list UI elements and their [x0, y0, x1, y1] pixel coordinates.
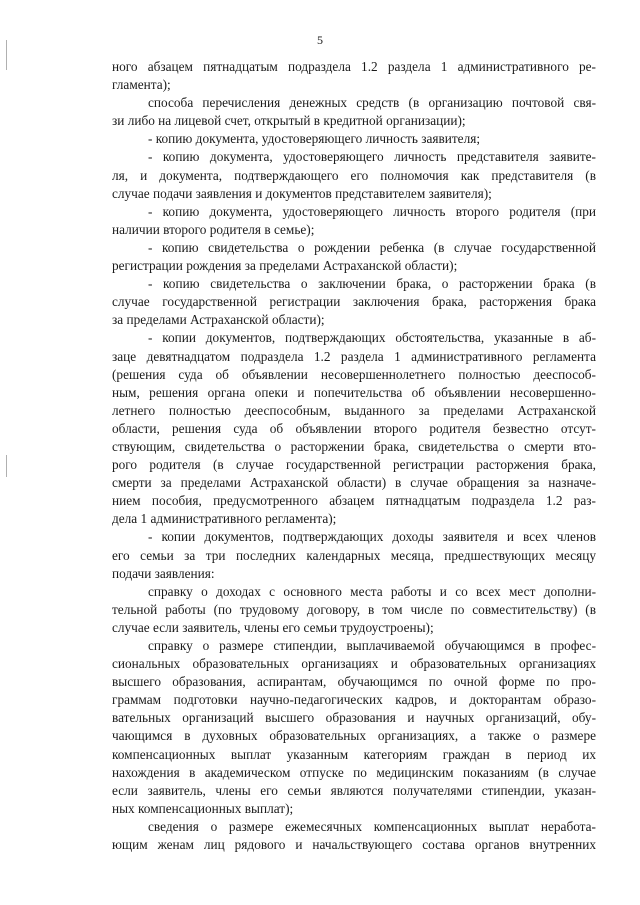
text-line: - копии документов, подтверждающих обстоятельства, указанные в аб- — [148, 330, 596, 346]
text-line: - копию документа, удостоверяющего личность представителя заявите- — [148, 149, 596, 165]
document-body — [112, 58, 596, 854]
scan-edge-mark — [6, 455, 7, 477]
page-number: 5 — [317, 33, 323, 47]
text-line: тельной работы (по трудовому договору, в том числе по совместительству) (в — [112, 601, 596, 617]
text-line: дела 1 административного регламента); — [112, 511, 337, 527]
text-line: - копию документа, удостоверяющего личность второго родителя (при — [148, 203, 596, 219]
text-line: компенсационных выплат указанным категориям граждан в период их — [112, 746, 596, 762]
text-line: заце девятнадцатом подраздела 1.2 раздела 1 административного регламента — [112, 348, 596, 364]
text-line: граммам подготовки научно-педагогических кадров, и докторантам образо- — [112, 692, 596, 708]
text-line: - копию документа, удостоверяющего личность заявителя; — [148, 131, 481, 147]
text-line: случае если заявитель, члены его семьи трудоустроены); — [112, 619, 434, 635]
text-line: - копию свидетельства о рождении ребенка (в случае государственной — [148, 239, 596, 255]
text-line: ля, и документа, подтверждающего его полномочия как представителя (в — [112, 167, 596, 183]
text-line: нахождения в академическом отпуске по медицинским показаниям (в случае — [112, 764, 596, 780]
text-line: высшего образования, аспирантам, обучающимся по очной форме по про- — [112, 674, 596, 690]
text-line: чающимся в духовных образовательных организациях, а также о размере — [112, 728, 596, 744]
text-line: ным, решения органа опеки и попечительства об объявлении несовершенно- — [112, 384, 596, 400]
text-line: смерти за пределами Астраханской области) в случае обращения за назначе- — [112, 475, 596, 491]
text-line: области, решения суда об объявлении второго родителя безвестно отсут- — [112, 420, 596, 436]
text-line: гламента); — [112, 77, 171, 93]
text-line: наличии второго родителя в семье); — [112, 221, 315, 237]
text-line: подачи заявления: — [112, 565, 215, 581]
text-line: способа перечисления денежных средств (в организацию почтовой свя- — [148, 95, 596, 111]
text-line: (решения суда об объявлении несовершеннолетнего полностью дееспособ- — [112, 366, 596, 382]
text-line: летнего полностью дееспособным, выданного за пределами Астраханской — [112, 402, 596, 418]
text-line: ных компенсационных выплат); — [112, 800, 294, 816]
text-line: ного абзацем пятнадцатым подраздела 1.2 раздела 1 административного ре- — [112, 59, 596, 74]
text-line: зи либо на лицевой счет, открытый в кредитной организации); — [112, 113, 466, 129]
text-line: - копии документов, подтверждающих доходы заявителя и всех членов — [148, 529, 596, 545]
text-line: вательных организаций высшего образования и научных организаций, обу- — [112, 710, 596, 726]
text-line: справку о доходах с основного места работы и со всех мест дополни- — [148, 583, 596, 599]
text-line: нием пособия, предусмотренного абзацем пятнадцатым подраздела 1.2 раз- — [112, 493, 596, 509]
text-line: - копию свидетельства о заключении брака, о расторжении брака (в — [148, 276, 596, 292]
text-line: регистрации рождения за пределами Астраханской области); — [112, 258, 458, 274]
text-line: его семьи за три последних календарных месяца, предшествующих месяцу — [112, 547, 596, 563]
text-line: ствующим, свидетельства о расторжении брака, свидетельства о смерти вто- — [112, 438, 596, 454]
text-line: за пределами Астраханской области); — [112, 312, 325, 328]
text-line: ющим женам лиц рядового и начальствующего состава органов внутренних — [112, 837, 596, 853]
text-line: сведения о размере ежемесячных компенсационных выплат неработа- — [148, 818, 596, 834]
text-line: сиональных образовательных организациях и образовательных организациях — [112, 656, 596, 672]
text-line: случае подачи заявления и документов представителем заявителя); — [112, 185, 492, 201]
text-line: рого родителя (в случае государственной регистрации расторжения брака, — [112, 457, 596, 473]
text-line: справку о размере стипендии, выплачиваемой обучающимся в профес- — [148, 638, 596, 653]
text-line: случае государственной регистрации заключения брака, расторжения брака — [112, 294, 596, 310]
text-line: если заявитель, члены его семьи являются получателями стипендии, указан- — [112, 782, 596, 798]
